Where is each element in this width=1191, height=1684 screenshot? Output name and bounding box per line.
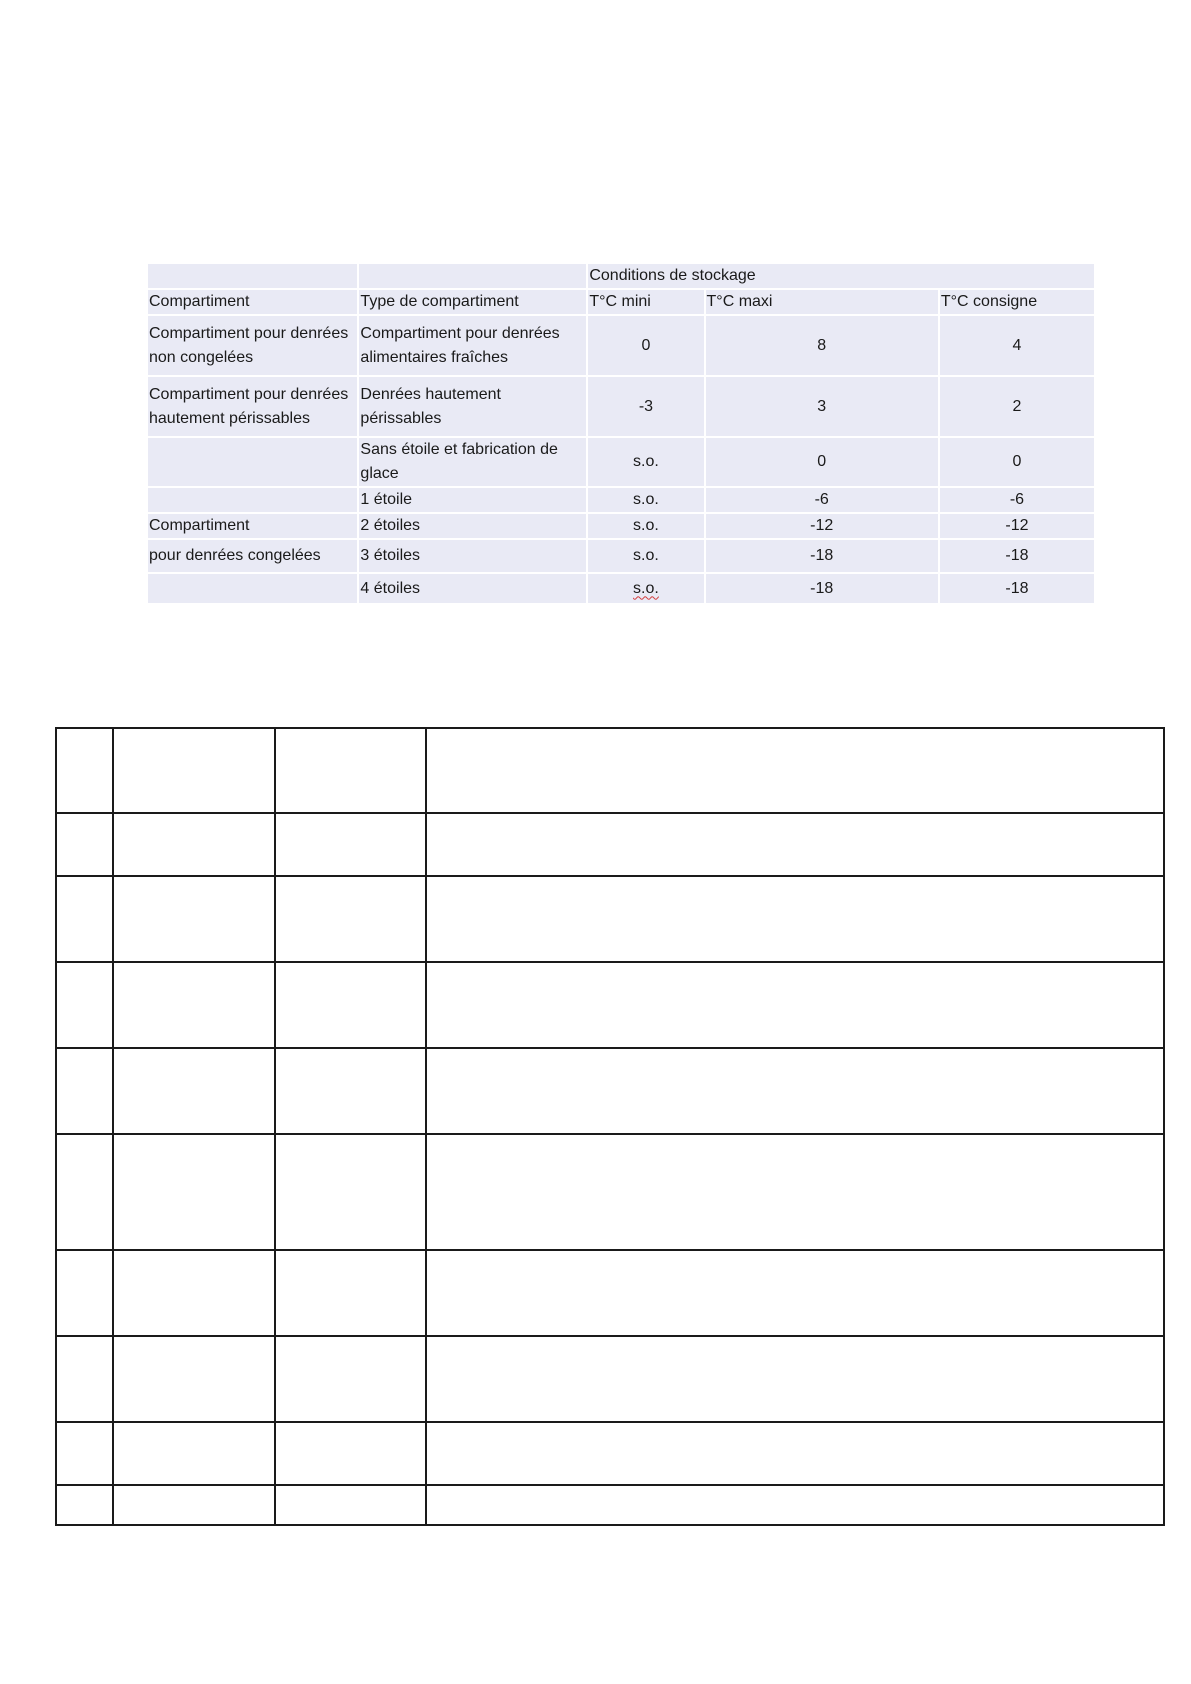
grid-cell[interactable] bbox=[56, 962, 113, 1048]
grid-cell[interactable] bbox=[113, 962, 275, 1048]
cell-t-mini: s.o. bbox=[588, 438, 703, 486]
grid-cell[interactable] bbox=[426, 1422, 1164, 1485]
grid-cell[interactable] bbox=[275, 962, 426, 1048]
grid-row bbox=[56, 876, 1164, 962]
grid-cell[interactable] bbox=[426, 728, 1164, 813]
empty-header-cell bbox=[148, 264, 357, 288]
cell-t-mini: 0 bbox=[588, 316, 703, 375]
cell-t-consigne: 0 bbox=[940, 438, 1094, 486]
grid-cell[interactable] bbox=[113, 876, 275, 962]
cell-t-maxi: -12 bbox=[706, 514, 938, 538]
header-compartiment: Compartiment bbox=[148, 290, 357, 314]
cell-type: 3 étoiles bbox=[359, 540, 586, 572]
grid-cell[interactable] bbox=[56, 1250, 113, 1336]
grid-cell[interactable] bbox=[113, 1250, 275, 1336]
cell-compartiment: pour denrées congelées bbox=[148, 540, 357, 572]
grid-cell[interactable] bbox=[113, 1422, 275, 1485]
spellcheck-flagged-text: s.o. bbox=[633, 579, 659, 597]
grid-cell[interactable] bbox=[56, 876, 113, 962]
grid-cell[interactable] bbox=[275, 1336, 426, 1422]
grid-cell[interactable] bbox=[275, 813, 426, 876]
grid-cell[interactable] bbox=[56, 1336, 113, 1422]
cell-t-consigne: -18 bbox=[940, 540, 1094, 572]
grid-cell[interactable] bbox=[56, 728, 113, 813]
cell-t-consigne: -6 bbox=[940, 488, 1094, 512]
cell-t-mini: s.o. bbox=[588, 488, 703, 512]
table-row bbox=[148, 438, 1094, 486]
cell-t-consigne: 4 bbox=[940, 316, 1094, 375]
grid-cell[interactable] bbox=[113, 813, 275, 876]
cell-type: 2 étoiles bbox=[359, 514, 586, 538]
cell-t-mini: -3 bbox=[588, 377, 703, 436]
cell-t-consigne: -18 bbox=[940, 574, 1094, 603]
table-row bbox=[148, 377, 1094, 436]
cell-type: 4 étoiles bbox=[359, 574, 586, 603]
grid-cell[interactable] bbox=[113, 1485, 275, 1525]
table-row bbox=[148, 316, 1094, 375]
grid-cell[interactable] bbox=[113, 1336, 275, 1422]
cell-compartiment bbox=[148, 574, 357, 603]
grid-cell[interactable] bbox=[275, 876, 426, 962]
cell-t-maxi: 8 bbox=[706, 316, 938, 375]
grid-cell[interactable] bbox=[426, 1336, 1164, 1422]
table-row bbox=[148, 514, 1094, 538]
cell-compartiment: Compartiment bbox=[148, 514, 357, 538]
grid-row bbox=[56, 1250, 1164, 1336]
grid-cell[interactable] bbox=[113, 1134, 275, 1250]
table-row bbox=[148, 488, 1094, 512]
header-t-mini: T°C mini bbox=[588, 290, 703, 314]
header-t-consigne: T°C consigne bbox=[940, 290, 1094, 314]
grid-cell[interactable] bbox=[113, 1048, 275, 1134]
grid-cell[interactable] bbox=[426, 962, 1164, 1048]
grid-cell[interactable] bbox=[275, 728, 426, 813]
grid-cell[interactable] bbox=[56, 1134, 113, 1250]
grid-cell[interactable] bbox=[426, 813, 1164, 876]
empty-header-cell bbox=[359, 264, 586, 288]
cell-t-mini: s.o. bbox=[588, 514, 703, 538]
grid-cell[interactable] bbox=[275, 1422, 426, 1485]
grid-row bbox=[56, 728, 1164, 813]
empty-grid-table bbox=[55, 727, 1165, 1526]
storage-conditions-table bbox=[146, 262, 1096, 605]
grid-cell[interactable] bbox=[426, 1485, 1164, 1525]
grid-row bbox=[56, 1485, 1164, 1525]
grid-cell[interactable] bbox=[56, 1485, 113, 1525]
grid-row bbox=[56, 1134, 1164, 1250]
table-header-row bbox=[148, 290, 1094, 314]
header-type: Type de compartiment bbox=[359, 290, 586, 314]
cell-t-mini bbox=[588, 574, 703, 603]
header-t-maxi: T°C maxi bbox=[706, 290, 938, 314]
cell-t-maxi: 3 bbox=[706, 377, 938, 436]
cell-type: Compartiment pour denrées alimentaires fraîches bbox=[359, 316, 586, 375]
cell-compartiment bbox=[148, 438, 357, 486]
cell-t-maxi: -18 bbox=[706, 574, 938, 603]
cell-t-maxi: -18 bbox=[706, 540, 938, 572]
grid-row bbox=[56, 1336, 1164, 1422]
cell-t-maxi: 0 bbox=[706, 438, 938, 486]
grid-cell[interactable] bbox=[275, 1250, 426, 1336]
cell-type: Denrées hautement périssables bbox=[359, 377, 586, 436]
grid-cell[interactable] bbox=[275, 1485, 426, 1525]
cell-compartiment bbox=[148, 488, 357, 512]
table-row bbox=[148, 540, 1094, 572]
cell-compartiment: Compartiment pour denrées hautement périssables bbox=[148, 377, 357, 436]
grid-cell[interactable] bbox=[56, 813, 113, 876]
grid-cell[interactable] bbox=[426, 1048, 1164, 1134]
cell-t-maxi: -6 bbox=[706, 488, 938, 512]
grid-cell[interactable] bbox=[56, 1422, 113, 1485]
grid-row bbox=[56, 1048, 1164, 1134]
grid-cell[interactable] bbox=[426, 1250, 1164, 1336]
grid-cell[interactable] bbox=[275, 1134, 426, 1250]
grid-cell[interactable] bbox=[275, 1048, 426, 1134]
cell-t-mini: s.o. bbox=[588, 540, 703, 572]
grid-row bbox=[56, 813, 1164, 876]
group-header-conditions: Conditions de stockage bbox=[588, 264, 1094, 288]
grid-cell[interactable] bbox=[56, 1048, 113, 1134]
cell-type: Sans étoile et fabrication de glace bbox=[359, 438, 586, 486]
cell-t-consigne: -12 bbox=[940, 514, 1094, 538]
grid-row bbox=[56, 962, 1164, 1048]
grid-cell[interactable] bbox=[426, 1134, 1164, 1250]
cell-type: 1 étoile bbox=[359, 488, 586, 512]
table-group-header-row bbox=[148, 264, 1094, 288]
grid-cell[interactable] bbox=[426, 876, 1164, 962]
table-row bbox=[148, 574, 1094, 603]
cell-t-consigne: 2 bbox=[940, 377, 1094, 436]
cell-compartiment: Compartiment pour denrées non congelées bbox=[148, 316, 357, 375]
grid-cell[interactable] bbox=[113, 728, 275, 813]
grid-row bbox=[56, 1422, 1164, 1485]
